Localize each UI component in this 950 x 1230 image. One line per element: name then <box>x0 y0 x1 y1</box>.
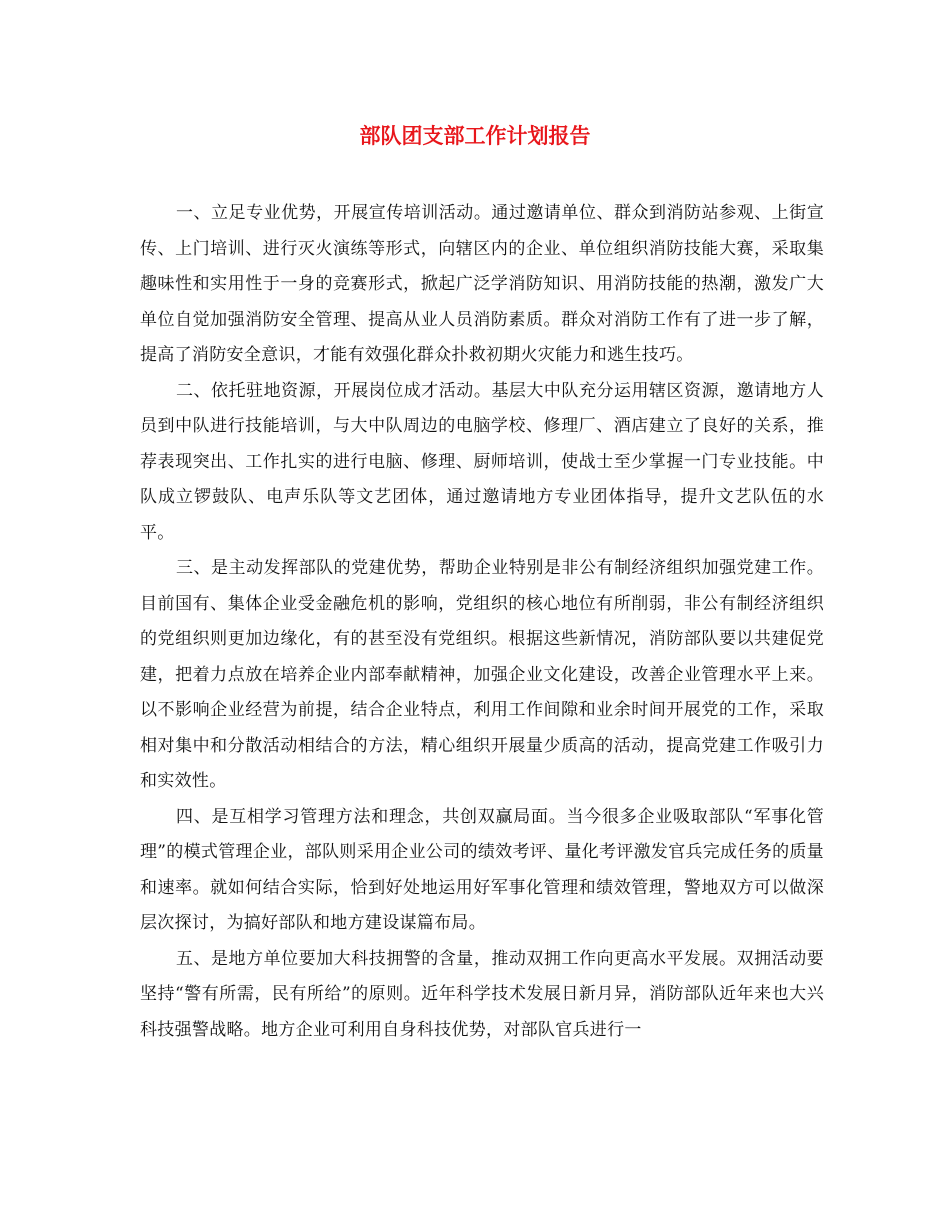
document-body <box>140 196 824 1048</box>
paragraph-4: 四、是互相学习管理方法和理念，共创双赢局面。当今很多企业吸取部队“军事化管理”的模式管理企业，部队则采用企业公司的绩效考评、量化考评激发官兵完成任务的质量和速率。就如何结合实际，恰到好处地运用好军事化管理和绩效管理，警地双方可以做深层次探讨，为搞好部队和地方建设谋篇布局。 <box>140 806 824 933</box>
paragraph-5: 五、是地方单位要加大科技拥警的含量，推动双拥工作向更高水平发展。双拥活动要坚持“警有所需，民有所给”的原则。近年科学技术发展日新月异，消防部队近年来也大兴科技强警战略。地方企业可利用自身科技优势，对部队官兵进行一 <box>140 948 824 1040</box>
paragraph-3: 三、是主动发挥部队的党建优势，帮助企业特别是非公有制经济组织加强党建工作。目前国有、集体企业受金融危机的影响，党组织的核心地位有所削弱，非公有制经济组织的党组织则更加边缘化，有的甚至没有党组织。根据这些新情况，消防部队要以共建促党建，把着力点放在培养企业内部奉献精神，加强企业文化建设，改善企业管理水平上来。以不影响企业经营为前提，结合企业特点，利用工作间隙和业余时间开展党的工作，采取相对集中和分散活动相结合的方法，精心组织开展量少质高的活动，提高党建工作吸引力和实效性。 <box>140 558 824 791</box>
paragraph-1: 一、立足专业优势，开展宣传培训活动。通过邀请单位、群众到消防站参观、上街宣传、上门培训、进行灭火演练等形式，向辖区内的企业、单位组织消防技能大赛，采取集趣味性和实用性于一身的竞赛形式，掀起广泛学消防知识、用消防技能的热潮，激发广大单位自觉加强消防安全管理、提高从业人员消防素质。群众对消防工作有了进一步了解，提高了消防安全意识，才能有效强化群众扑救初期火灾能力和逃生技巧。 <box>140 203 824 365</box>
document-title: 部队团支部工作计划报告 <box>359 123 591 148</box>
paragraph-2: 二、依托驻地资源，开展岗位成才活动。基层大中队充分运用辖区资源，邀请地方人员到中队进行技能培训，与大中队周边的电脑学校、修理厂、酒店建立了良好的关系，推荐表现突出、工作扎实的进行电脑、修理、厨师培训，使战士至少掌握一门专业技能。中队成立锣鼓队、电声乐队等文艺团体，通过邀请地方专业团体指导，提升文艺队伍的水平。 <box>140 380 824 543</box>
